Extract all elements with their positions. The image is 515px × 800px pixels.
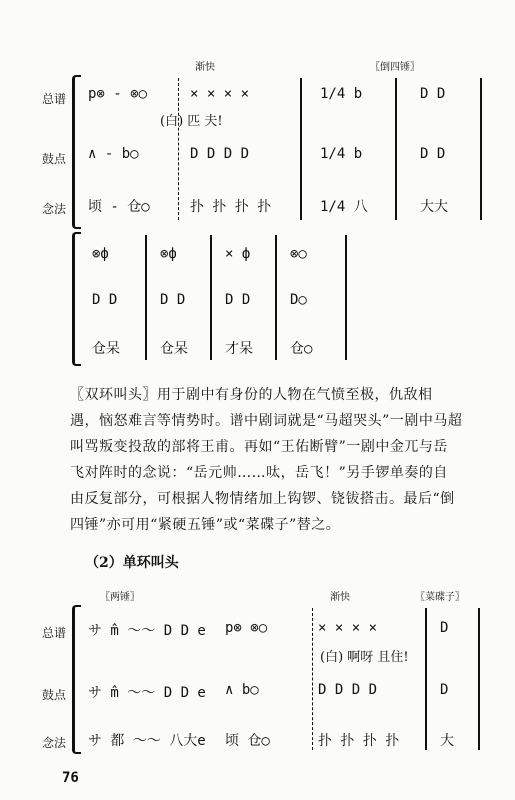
paragraph-line: 飞对阵时的念说：“岳元帅……呔，岳飞！”另手锣单奏的自 [70,465,448,481]
score-cell: D [440,620,449,636]
page-number: 76 [62,770,79,786]
paragraph-line: 〖双环叫头〗用于剧中有身份的人物在气愤至极，仇敌相 [70,387,433,403]
score-cell: ⊗○ [290,246,307,262]
score-cell: 扑 扑 扑 扑 [318,733,400,749]
tempo-label: 渐快 [195,62,215,73]
barline [478,608,480,750]
row-label: 鼓点 [42,688,67,702]
row-label: 总谱 [42,626,67,640]
row-label: 总谱 [42,92,67,106]
score-cell: 仓呆 [92,341,120,357]
score-cell: 扑 扑 扑 扑 [190,199,272,215]
system-bracket [72,232,81,366]
score-cell: D D [225,292,251,308]
score-cell: D D [420,86,446,102]
score-cell: D D D D [318,682,378,698]
system-bracket [72,605,81,754]
score-cell: D D [92,292,118,308]
barline [145,235,147,360]
score-cell: ∧ b○ [225,682,259,698]
paragraph-line: 遇，恼怒难言等情势时。谱中剧词就是“马超哭头”一剧中马超 [70,413,463,429]
body-paragraph [70,382,485,538]
score-cell: 顷 - 仓○ [88,199,150,215]
row-label: 鼓点 [42,152,67,166]
barline [480,78,482,220]
score-cell: D D D D [190,146,250,162]
paragraph-line: 四锤”亦可用“紧硬五锤”或“菜碟子”替之。 [70,517,341,533]
paragraph-line: 叫骂叛变投敌的部将王甫。再如“王佑断臂”一剧中金兀与岳 [70,439,448,455]
score-cell: ⊗ф [160,246,177,262]
score-cell: サ m̂ ～～ D D e [88,623,206,639]
barline [210,235,212,360]
barline [345,235,347,360]
system-bracket [72,75,81,229]
section-label: 〖菜碟子〗 [415,592,465,603]
score-cell: p⊗ ⊗○ [225,620,268,636]
section-label: 〖两锤〗 [100,592,140,603]
barline [425,608,427,750]
score-cell: 大 [440,733,454,749]
repeat-barline [312,608,314,750]
section-label: 〖倒四锤〗 [370,62,420,73]
score-cell: D D [420,146,446,162]
score-cell: D D [160,292,186,308]
section-heading: （2）单环叫头 [85,555,179,571]
barline [395,78,397,220]
score-cell: 才呆 [225,341,253,357]
score-cell: D○ [290,292,307,308]
score-cell: D [440,682,449,698]
score-cell: ⊗ф [92,246,109,262]
paragraph-line: 由反复部分，可根据人物情绪加上钩锣、铙钹搭击。最后“倒 [70,491,455,507]
barline [275,235,277,360]
repeat-barline [178,78,180,220]
score-cell: 大大 [420,199,448,215]
tempo-label: 渐快 [330,592,350,603]
score-cell: 仓○ [290,341,313,357]
score-cell: × ф [225,246,251,262]
score-cell: サ m̂ ～～ D D e [88,685,206,701]
score-cell: p⊗ - ⊗○ [88,86,148,102]
lyric: (白) 匹 夫! [160,114,223,129]
score-cell: 仓呆 [160,341,188,357]
lyric: (白) 啊呀 且住! [320,650,409,665]
score-cell: × × × × [190,86,250,102]
score-cell: サ 都 ～～ 八大e [88,733,206,749]
row-label: 念法 [42,736,67,750]
score-cell: 1/4 八 [320,199,368,215]
score-cell: ∧ - b○ [88,146,139,162]
row-label: 念法 [42,202,67,216]
barline [300,78,302,220]
score-cell: 顷 仓○ [225,733,270,749]
score-cell: 1/4 b [320,86,363,102]
score-cell: 1/4 b [320,146,363,162]
score-cell: × × × × [318,620,378,636]
